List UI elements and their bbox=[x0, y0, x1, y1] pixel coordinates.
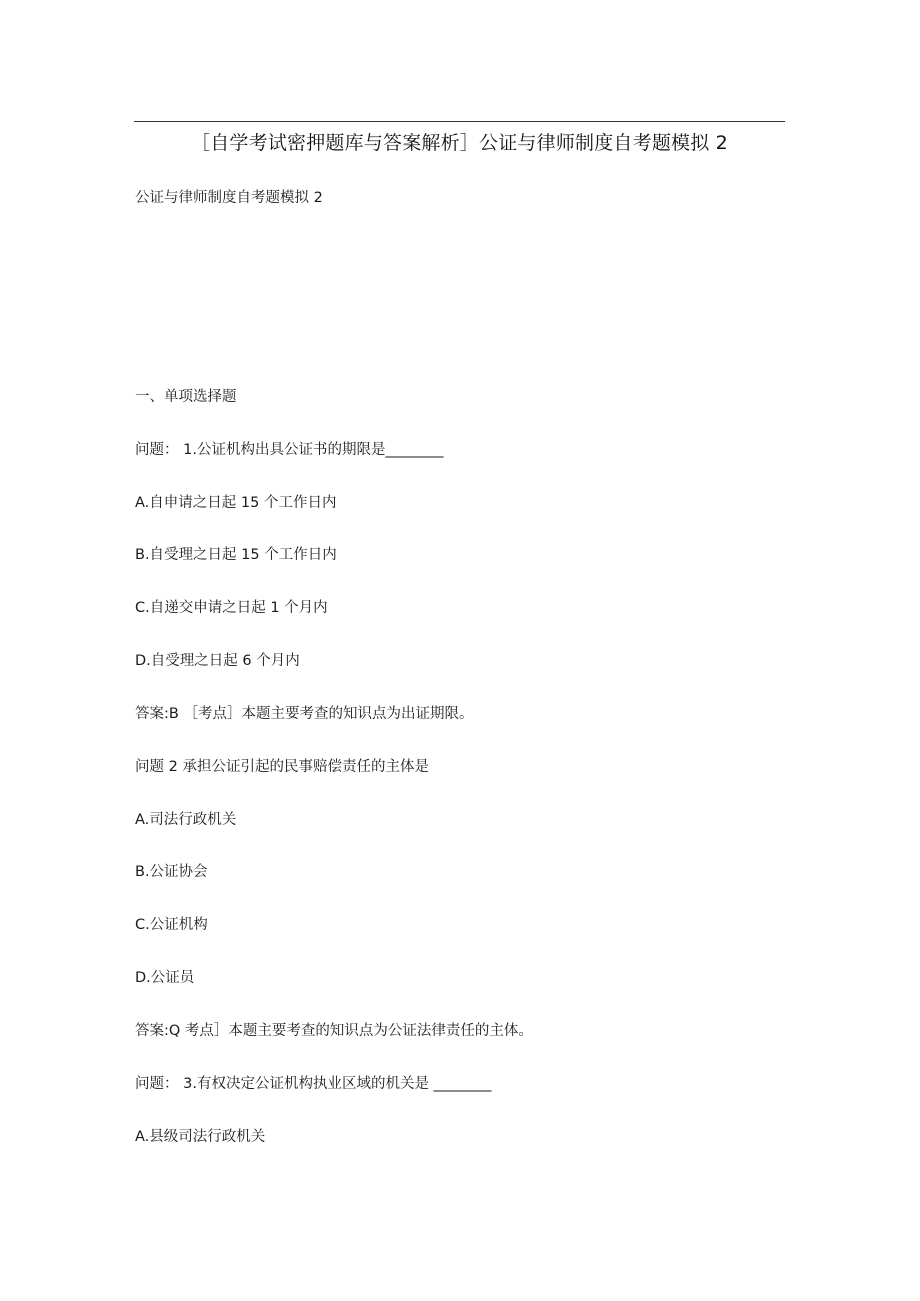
question-1-answer: 答案:B ［考点］本题主要考查的知识点为出证期限。 bbox=[135, 706, 474, 722]
question-2-prompt: 问题 2 承担公证引起的民事赔偿责任的主体是 bbox=[135, 759, 429, 775]
section-heading: 一、单项选择题 bbox=[135, 389, 237, 405]
question-1-prompt: 问题： 1.公证机构出具公证书的期限是________ bbox=[135, 442, 444, 458]
question-2-option-a: A.司法行政机关 bbox=[135, 812, 237, 828]
question-2-answer: 答案:Q 考点］本题主要考查的知识点为公证法律责任的主体。 bbox=[135, 1023, 533, 1039]
question-2-option-d: D.公证员 bbox=[135, 970, 195, 986]
question-3-option-a: A.县级司法行政机关 bbox=[135, 1129, 266, 1145]
question-1-option-a: A.自申请之日起 15 个工作日内 bbox=[135, 495, 337, 511]
document-title: ［自学考试密押题库与答案解析］公证与律师制度自考题模拟 2 bbox=[191, 132, 728, 154]
question-3-prompt: 问题： 3.有权决定公证机构执业区域的机关是 ________ bbox=[135, 1076, 492, 1092]
question-1-option-c: C.自递交申请之日起 1 个月内 bbox=[135, 600, 328, 616]
question-2-option-c: C.公证机构 bbox=[135, 917, 208, 933]
question-1-option-b: B.自受理之日起 15 个工作日内 bbox=[135, 547, 337, 563]
question-1-option-d: D.自受理之日起 6 个月内 bbox=[135, 653, 300, 669]
question-2-option-b: B.公证协会 bbox=[135, 864, 208, 880]
document-subtitle: 公证与律师制度自考题模拟 2 bbox=[135, 190, 323, 206]
header-rule bbox=[134, 121, 785, 122]
